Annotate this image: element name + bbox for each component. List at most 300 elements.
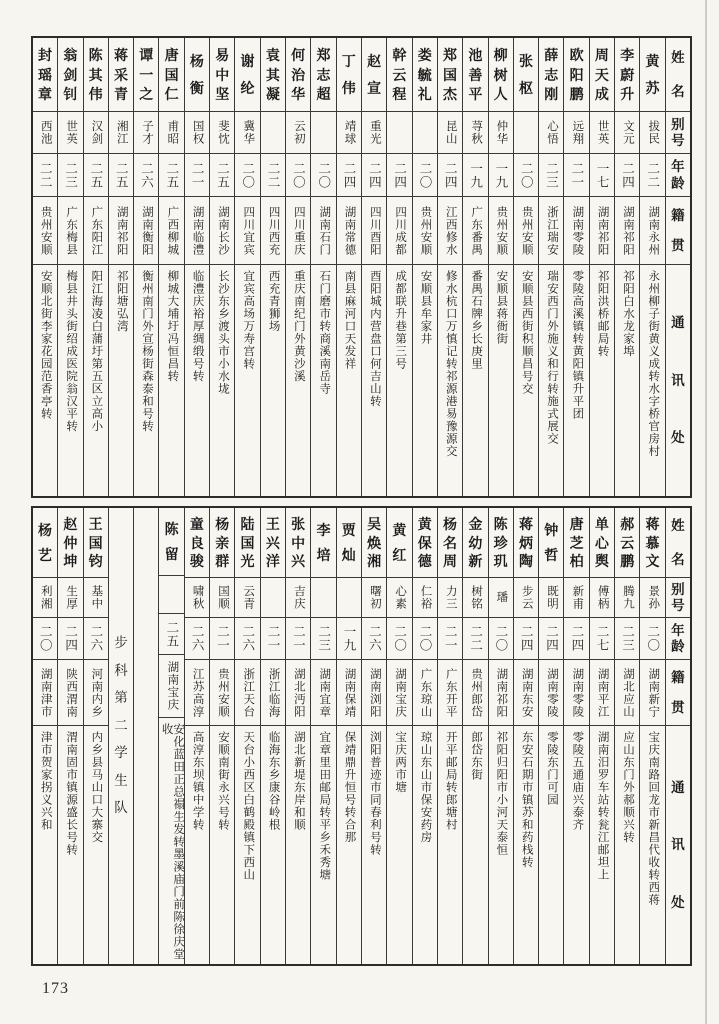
byname-cell: 云初 <box>286 112 310 154</box>
name-cell: 陆 国 光 <box>235 508 259 578</box>
byname-cell: 景孙 <box>640 578 664 618</box>
person-column <box>337 508 362 964</box>
age-cell: 二四 <box>514 618 538 660</box>
native-place-cell: 浙江天台 <box>235 660 259 726</box>
age-cell: 一九 <box>463 154 487 197</box>
name-cell: 张 中 兴 <box>286 508 310 578</box>
address-cell: 瑞安西门外施义和行转施式展交 <box>546 270 559 445</box>
address-cell: 祁阳归阳市小河天泰恒 <box>495 731 508 856</box>
native-place-cell: 贵州郎岱 <box>463 660 487 726</box>
address-cell: 安顺县西街积顺昌号交 <box>520 270 533 395</box>
person-column <box>185 38 210 496</box>
name-cell: 池 善 平 <box>463 38 487 112</box>
age-cell: 二四 <box>387 154 411 197</box>
age-cell: 二一 <box>261 618 285 660</box>
name-cell: 王 国 钧 <box>84 508 108 578</box>
person-column <box>210 38 235 496</box>
age-cell: 二五 <box>84 154 108 197</box>
byname-cell <box>311 112 335 154</box>
byname-cell: 云青 <box>235 578 259 618</box>
native-place-cell: 湖南宝庆 <box>387 660 411 726</box>
name-cell: 吴 焕 湘 <box>362 508 386 578</box>
person-column <box>362 508 387 964</box>
name-cell: 娄 毓 礼 <box>413 38 437 112</box>
name-cell: 张 枢 <box>514 38 538 112</box>
address-cell: 衡州南门外宣杨街森泰和号转 <box>141 270 154 433</box>
person-column <box>438 38 463 496</box>
name-cell: 丁 伟 <box>337 38 361 112</box>
person-column <box>235 38 260 496</box>
person-column <box>58 38 83 496</box>
address-cell: 天台小西区白鹤殿镇下西山 <box>242 731 255 881</box>
name-cell: 金 幼 新 <box>463 508 487 578</box>
address-cell: 临海东乡康谷岭根 <box>267 731 280 831</box>
byname-cell <box>261 112 285 154</box>
address-cell: 零陵东门可园 <box>546 731 559 806</box>
byname-cell: 璠 <box>489 578 513 618</box>
name-cell: 赵 仲 坤 <box>58 508 82 578</box>
name-cell: 钟 哲 <box>539 508 563 578</box>
age-cell: 二六 <box>362 618 386 660</box>
age-cell: 二六 <box>235 618 259 660</box>
address-cell: 成都联升巷第三号 <box>394 270 407 370</box>
byname-cell: 昆山 <box>438 112 462 154</box>
native-place-cell: 湖南永州 <box>640 197 664 265</box>
age-cell: 二四 <box>615 154 639 197</box>
header-name-label: 姓 名 <box>666 38 690 112</box>
person-column <box>463 508 488 964</box>
native-place-cell: 湖南保靖 <box>337 660 361 726</box>
header-name-label: 姓 名 <box>666 508 690 578</box>
person-column <box>514 38 539 496</box>
header-age-label: 年 龄 <box>666 618 690 660</box>
native-place-cell: 湖南宜章 <box>311 660 335 726</box>
byname-cell: 新甫 <box>564 578 588 618</box>
header-address-label: 通 讯 处 <box>671 779 685 910</box>
age-cell: 二四 <box>564 618 588 660</box>
name-cell: 何 治 华 <box>286 38 310 112</box>
age-cell: 二六 <box>84 618 108 660</box>
address-cell: 宝庆两市塘 <box>394 731 407 794</box>
byname-cell: 吉庆 <box>286 578 310 618</box>
address-cell: 阳江海凌白蒲圩第五区立高小 <box>90 270 103 433</box>
native-place-cell: 贵州安顺 <box>489 197 513 265</box>
name-cell: 黄 苏 <box>640 38 664 112</box>
byname-cell: 斐忱 <box>210 112 234 154</box>
native-place-cell: 湖南石门 <box>311 197 335 265</box>
header-age-label: 年 龄 <box>666 154 690 197</box>
person-column <box>564 508 589 964</box>
person-column <box>159 38 184 496</box>
byname-cell: 文元 <box>615 112 639 154</box>
address-cell: 安顺北街李家花园范香亭转 <box>39 270 52 420</box>
age-cell: 二〇 <box>413 154 437 197</box>
address-cell: 石门磨市转商溪南岳寺 <box>318 270 331 395</box>
person-column <box>261 508 286 964</box>
age-cell: 二二 <box>33 154 57 197</box>
native-place-cell: 四川西充 <box>261 197 285 265</box>
age-cell: 二〇 <box>514 154 538 197</box>
native-place-cell: 贵州安顺 <box>413 197 437 265</box>
native-place-cell: 湖南平江 <box>590 660 614 726</box>
byname-cell <box>387 112 411 154</box>
person-column <box>564 38 589 496</box>
byname-cell: 傅柄 <box>590 578 614 618</box>
person-column <box>514 508 539 964</box>
native-place-cell: 湖南常德 <box>337 197 361 265</box>
address-cell: 临澧庆裕厚绸缎号转 <box>191 270 204 383</box>
name-cell: 易 中 坚 <box>210 38 234 112</box>
age-cell: 二四 <box>438 154 462 197</box>
header-native-label: 籍 贯 <box>666 660 690 726</box>
byname-cell: 子才 <box>134 112 158 154</box>
person-column <box>438 508 463 964</box>
native-place-cell: 四川宜宾 <box>235 197 259 265</box>
native-place-cell: 湖南宝庆 <box>159 655 183 719</box>
person-column <box>311 508 336 964</box>
person-column <box>185 508 210 964</box>
native-place-cell: 广东阳江 <box>84 197 108 265</box>
native-place-cell: 广东梅县 <box>58 197 82 265</box>
address-cell: 高淳东坝镇中学转 <box>191 731 204 831</box>
native-place-cell: 湖北应山 <box>615 660 639 726</box>
name-cell: 陈 留 <box>159 508 183 576</box>
byname-cell: 湘江 <box>109 112 133 154</box>
person-column <box>539 38 564 496</box>
byname-cell <box>337 578 361 618</box>
person-column <box>159 508 184 964</box>
age-cell: 二五 <box>159 614 183 654</box>
name-cell: 郑 志 超 <box>311 38 335 112</box>
name-cell: 封 瑶 章 <box>33 38 57 112</box>
native-place-cell: 四川成都 <box>387 197 411 265</box>
age-cell: 二三 <box>311 618 335 660</box>
byname-cell: 基中 <box>84 578 108 618</box>
scan-page-edge-line <box>705 0 707 1024</box>
byname-cell <box>261 578 285 618</box>
age-cell: 一九 <box>489 154 513 197</box>
address-cell: 安顺县蒋衙街 <box>495 270 508 345</box>
empty-column <box>134 508 159 964</box>
native-place-cell: 湖南浏阳 <box>362 660 386 726</box>
address-cell: 宜宾高场万寿宫转 <box>242 270 255 370</box>
person-column <box>590 508 615 964</box>
person-column <box>109 38 134 496</box>
age-cell: 二一 <box>210 618 234 660</box>
name-cell: 杨 衡 <box>185 38 209 112</box>
person-column <box>539 508 564 964</box>
address-cell: 柳城大埔圩冯恒昌转 <box>166 270 179 383</box>
name-cell: 蒋 采 青 <box>109 38 133 112</box>
byname-cell: 利湘 <box>33 578 57 618</box>
name-cell: 欧 阳 鹏 <box>564 38 588 112</box>
byname-cell <box>413 112 437 154</box>
person-column <box>362 38 387 496</box>
person-column <box>413 38 438 496</box>
address-cell: 湖南汨罗车站转瓮江邮坦上 <box>596 731 609 881</box>
age-cell: 一七 <box>590 154 614 197</box>
age-cell: 二一 <box>438 618 462 660</box>
name-cell: 李 蔚 升 <box>615 38 639 112</box>
native-place-cell: 浙江瑞安 <box>539 197 563 265</box>
person-column <box>463 38 488 496</box>
person-column <box>261 38 286 496</box>
byname-cell <box>159 576 183 615</box>
native-place-cell: 湖南祁阳 <box>590 197 614 265</box>
age-cell: 二二 <box>640 154 664 197</box>
person-column <box>615 38 640 496</box>
person-column <box>489 38 514 496</box>
address-cell: 宜章里田邮局转平乡禾秀塘 <box>318 731 331 881</box>
address-cell: 内乡县马山口大寨交 <box>90 731 103 844</box>
byname-cell: 汉剑 <box>84 112 108 154</box>
byname-cell: 国顺 <box>210 578 234 618</box>
byname-cell: 国权 <box>185 112 209 154</box>
address-cell: 祁阳塘弘湾 <box>115 270 128 333</box>
name-cell: 薛 志 刚 <box>539 38 563 112</box>
address-cell: 永州柳子街黄义成转水字桥官房村 <box>647 270 660 458</box>
address-cell: 渭南固市镇源盛长号转 <box>65 731 78 856</box>
age-cell: 二三 <box>615 618 639 660</box>
person-column <box>33 38 58 496</box>
byname-cell: 拔民 <box>640 112 664 154</box>
person-column <box>590 38 615 496</box>
name-cell: 贾 灿 <box>337 508 361 578</box>
byname-cell: 生厚 <box>58 578 82 618</box>
age-cell: 二〇 <box>33 618 57 660</box>
address-cell: 开平邮局转郎塘村 <box>444 731 457 831</box>
name-cell: 赵 宣 <box>362 38 386 112</box>
address-cell: 祁阳白水龙家埠 <box>621 270 634 358</box>
person-column <box>489 508 514 964</box>
byname-cell: 仲华 <box>489 112 513 154</box>
native-place-cell: 湖南零陵 <box>564 197 588 265</box>
address-cell: 安顺南街永兴号转 <box>216 731 229 831</box>
person-column <box>235 508 260 964</box>
native-place-cell: 湖南津市 <box>33 660 57 726</box>
name-cell: 郑 国 杰 <box>438 38 462 112</box>
name-cell: 谭 一 之 <box>134 38 158 112</box>
native-place-cell: 四川重庆 <box>286 197 310 265</box>
byname-cell: 西池 <box>33 112 57 154</box>
address-cell: 东安石期市镇苏和药栈转 <box>520 731 533 869</box>
person-column <box>58 508 83 964</box>
byname-cell: 心素 <box>387 578 411 618</box>
address-cell: 应山东门外郝顺兴转 <box>621 731 634 844</box>
person-column <box>640 38 665 496</box>
native-place-cell: 湖南长沙 <box>210 197 234 265</box>
address-cell: 重庆南纪门外黄沙溪 <box>292 270 305 383</box>
byname-cell: 冀华 <box>235 112 259 154</box>
age-cell: 二〇 <box>489 618 513 660</box>
native-place-cell: 四川酉阳 <box>362 197 386 265</box>
name-cell: 郝 云 鹏 <box>615 508 639 578</box>
address-cell: 保靖鼎升恒号转合那 <box>343 731 356 844</box>
person-column <box>413 508 438 964</box>
native-place-cell: 江西修水 <box>438 197 462 265</box>
name-cell: 黄 红 <box>387 508 411 578</box>
byname-cell: 世英 <box>590 112 614 154</box>
age-cell: 二〇 <box>235 154 259 197</box>
byname-cell: 远翔 <box>564 112 588 154</box>
person-column <box>84 508 109 964</box>
byname-cell: 力三 <box>438 578 462 618</box>
native-place-cell: 广西柳城 <box>159 197 183 265</box>
age-cell: 二五 <box>159 154 183 197</box>
byname-cell: 仁裕 <box>413 578 437 618</box>
header-address-label: 通 讯 处 <box>671 315 685 446</box>
native-place-cell: 湖北沔阳 <box>286 660 310 726</box>
unit-label: 步 科 第 二 学 生 队 <box>114 635 128 815</box>
native-place-cell: 湖南新宁 <box>640 660 664 726</box>
byname-cell: 心悟 <box>539 112 563 154</box>
native-place-cell: 贵州安顺 <box>33 197 57 265</box>
address-cell: 南县麻河口天发祥 <box>343 270 356 370</box>
address-cell: 番禺石牌乡长庚里 <box>470 270 483 370</box>
age-cell: 二〇 <box>286 154 310 197</box>
person-column <box>286 508 311 964</box>
age-cell: 二三 <box>539 154 563 197</box>
person-column <box>210 508 235 964</box>
address-cell: 安顺县牟家井 <box>419 270 432 345</box>
name-cell: 陈 其 伟 <box>84 38 108 112</box>
native-place-cell: 湖南祁阳 <box>489 660 513 726</box>
age-cell: 二四 <box>337 154 361 197</box>
native-place-cell: 贵州安顺 <box>210 660 234 726</box>
address-cell: 宝庆南路回龙市新昌代收转西蒋 <box>647 731 660 906</box>
name-cell: 陈 珍 玑 <box>489 508 513 578</box>
name-cell: 幹 云 程 <box>387 38 411 112</box>
person-column <box>311 38 336 496</box>
age-cell: 二七 <box>590 618 614 660</box>
name-cell: 童 良 骏 <box>185 508 209 578</box>
address-cell: 修水杭口万慎记转祁源港易豫源交 <box>444 270 457 458</box>
address-cell: 长沙东乡渡头市小水垅 <box>216 270 229 395</box>
age-cell: 二三 <box>58 154 82 197</box>
byname-cell: 靖球 <box>337 112 361 154</box>
address-cell: 梅县井头街绍成医院翁汉平转 <box>65 270 78 433</box>
byname-cell: 腾九 <box>615 578 639 618</box>
name-cell: 唐 芝 柏 <box>564 508 588 578</box>
age-cell: 二四 <box>58 618 82 660</box>
name-cell: 唐 国 仁 <box>159 38 183 112</box>
byname-cell: 甫昭 <box>159 112 183 154</box>
age-cell: 二四 <box>539 618 563 660</box>
age-cell: 二一 <box>185 154 209 197</box>
native-place-cell: 陕西渭南 <box>58 660 82 726</box>
age-cell: 二六 <box>134 154 158 197</box>
unit-label-column <box>109 508 134 964</box>
age-cell: 二〇 <box>413 618 437 660</box>
byname-cell: 曙初 <box>362 578 386 618</box>
native-place-cell: 河南内乡 <box>84 660 108 726</box>
byname-cell: 荨秋 <box>463 112 487 154</box>
byname-cell <box>514 112 538 154</box>
person-column <box>387 38 412 496</box>
name-cell: 周 天 成 <box>590 38 614 112</box>
header-byname-label: 别 号 <box>666 112 690 154</box>
native-place-cell: 湖南衡阳 <box>134 197 158 265</box>
native-place-cell: 广东琼山 <box>413 660 437 726</box>
roster-table-top <box>31 36 692 498</box>
person-column <box>640 508 665 964</box>
native-place-cell: 湖南零陵 <box>564 660 588 726</box>
person-column <box>286 38 311 496</box>
age-cell: 二四 <box>362 154 386 197</box>
byname-cell <box>311 578 335 618</box>
address-cell: 湖北新堤东岸和顺 <box>292 731 305 831</box>
address-cell: 零陵高溪镇转黄阳镇升平团 <box>571 270 584 420</box>
byname-cell: 步云 <box>514 578 538 618</box>
age-cell: 二一 <box>564 154 588 197</box>
age-cell: 二二 <box>463 618 487 660</box>
person-column <box>33 508 58 964</box>
byname-cell: 啸秋 <box>185 578 209 618</box>
native-place-cell: 广东开平 <box>438 660 462 726</box>
address-cell: 浏阳普迹市同春利号转 <box>368 731 381 856</box>
person-column <box>387 508 412 964</box>
person-column <box>615 508 640 964</box>
native-place-cell: 湖南零陵 <box>539 660 563 726</box>
name-cell: 杨 亲 群 <box>210 508 234 578</box>
age-cell: 二六 <box>185 618 209 660</box>
name-cell: 翁 剑 钊 <box>58 38 82 112</box>
age-cell: 二〇 <box>640 618 664 660</box>
person-column <box>84 38 109 496</box>
age-cell: 二二 <box>261 154 285 197</box>
native-place-cell: 浙江临海 <box>261 660 285 726</box>
age-cell: 二五 <box>210 154 234 197</box>
name-cell: 袁 其 凝 <box>261 38 285 112</box>
address-cell: 零陵五通庙兴泰齐 <box>571 731 584 831</box>
address-cell: 西充青狮场 <box>267 270 280 333</box>
name-cell: 谢 纶 <box>235 38 259 112</box>
name-cell: 杨 名 周 <box>438 508 462 578</box>
header-column <box>666 38 690 496</box>
person-column <box>337 38 362 496</box>
page-number: 173 <box>42 980 69 997</box>
age-cell: 二五 <box>109 154 133 197</box>
name-cell: 蒋 炳 陶 <box>514 508 538 578</box>
name-cell: 杨 艺 <box>33 508 57 578</box>
age-cell: 一九 <box>337 618 361 660</box>
native-place-cell: 湖南祁阳 <box>615 197 639 265</box>
address-cell: 琼山东山市保安药房 <box>419 731 432 844</box>
name-cell: 黄 保 德 <box>413 508 437 578</box>
address-cell: 郎岱东街 <box>470 731 483 781</box>
native-place-cell: 江苏高淳 <box>185 660 209 726</box>
roster-table-bottom <box>31 506 692 966</box>
native-place-cell: 湖南东安 <box>514 660 538 726</box>
age-cell: 二〇 <box>311 154 335 197</box>
name-cell: 柳 树 人 <box>489 38 513 112</box>
name-cell: 单 心 舆 <box>590 508 614 578</box>
address-cell: 祁阳洪桥邮局转 <box>596 270 609 358</box>
byname-cell: 世英 <box>58 112 82 154</box>
native-place-cell: 湖南祁阳 <box>109 197 133 265</box>
name-cell: 李 培 <box>311 508 335 578</box>
byname-cell: 树铭 <box>463 578 487 618</box>
address-cell: 津市贺家拐义兴和 <box>39 731 52 831</box>
byname-cell: 重光 <box>362 112 386 154</box>
age-cell: 二一 <box>286 618 310 660</box>
person-column <box>134 38 159 496</box>
address-cell: 安化蓝田正总禢生发转墨溪庙门前陈徐庆堂收 <box>160 723 184 961</box>
header-byname-label: 别 号 <box>666 578 690 618</box>
native-place-cell: 广东番禺 <box>463 197 487 265</box>
byname-cell: 既明 <box>539 578 563 618</box>
header-native-label: 籍 贯 <box>666 197 690 265</box>
